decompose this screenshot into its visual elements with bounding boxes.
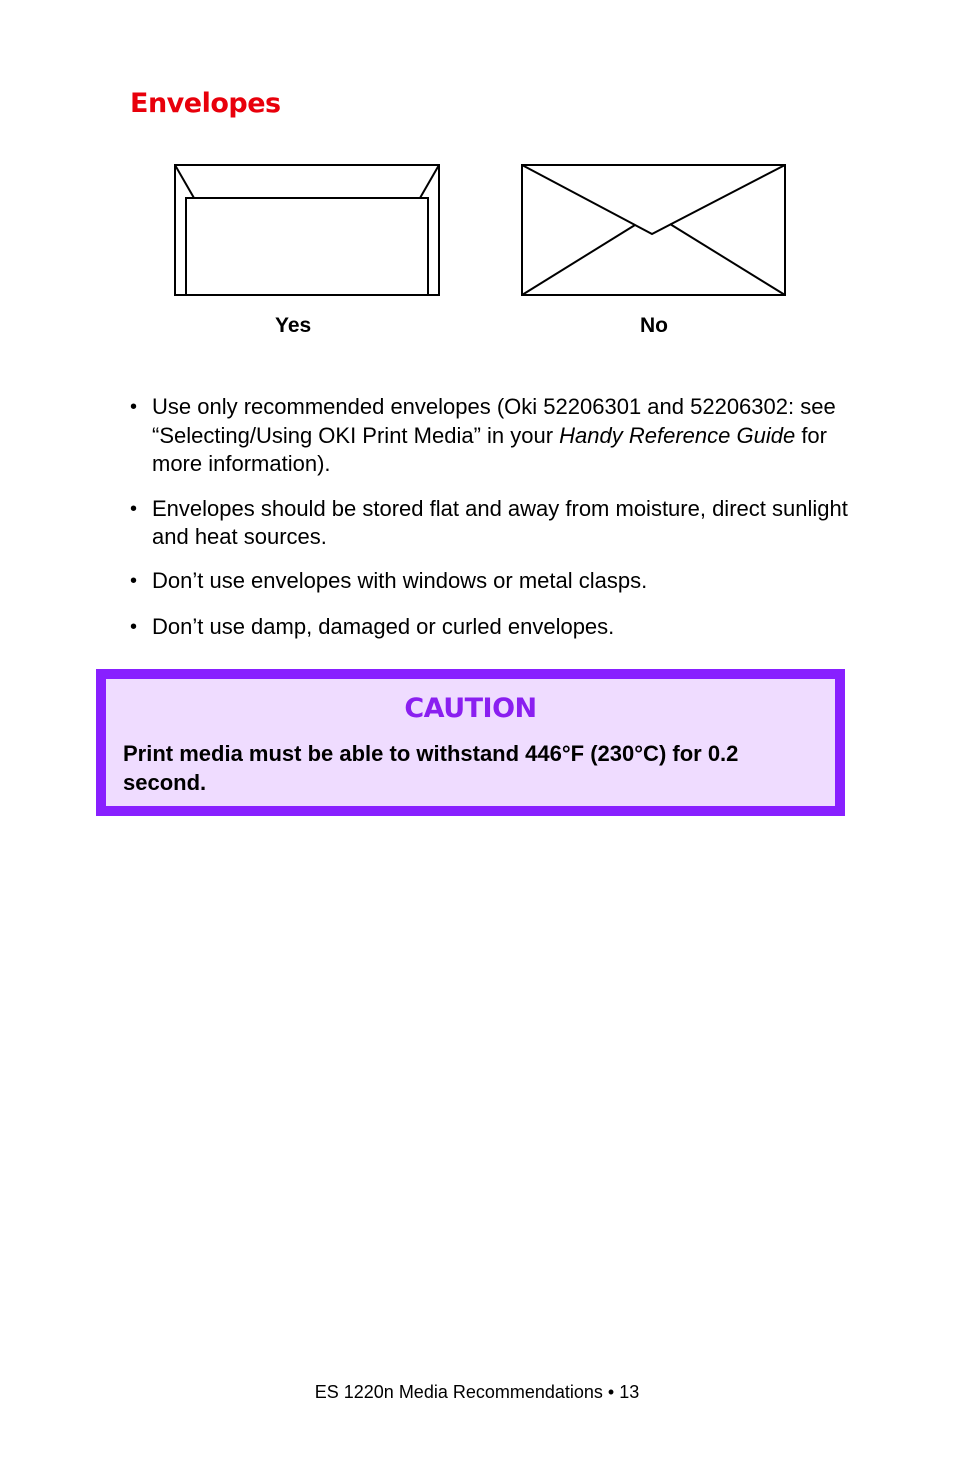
list-item <box>130 393 860 479</box>
page-footer: ES 1220n Media Recommendations • 13 <box>314 1382 640 1402</box>
list-item <box>130 495 860 552</box>
caution-text: Print media must be able to withstand 446°F (230°C) for 0.2 second. <box>123 741 739 795</box>
list-item-text: for more information). <box>152 422 827 476</box>
list-item <box>130 613 860 642</box>
figure-label-no: No <box>640 314 668 337</box>
list-item <box>130 567 860 596</box>
bullet-icon: • <box>130 497 138 520</box>
list-item-text: Don’t use damp, damaged or curled envelopes. <box>152 614 615 639</box>
section-heading: Envelopes <box>130 88 281 119</box>
envelope-yes-figure <box>172 162 442 300</box>
bullet-list <box>130 393 860 642</box>
list-item-text: Envelopes should be stored flat and away from moisture, direct sunlight and heat sources. <box>152 495 848 549</box>
bullet-icon: • <box>130 569 138 592</box>
list-item-italic: Handy Reference Guide <box>559 422 796 448</box>
bullet-icon: • <box>130 396 138 418</box>
caution-title: CAUTION <box>404 693 537 724</box>
figure-label-yes: Yes <box>275 314 312 337</box>
caution-box <box>96 669 845 816</box>
list-item-text: Don’t use envelopes with windows or metal clasps. <box>152 567 648 593</box>
envelope-no-figure <box>519 162 789 300</box>
list-item-text: Use only recommended envelopes (Oki 52206301 and 52206302: see “Selecting/Using OKI Print Media” in your <box>152 394 836 448</box>
bullet-icon: • <box>130 616 138 638</box>
